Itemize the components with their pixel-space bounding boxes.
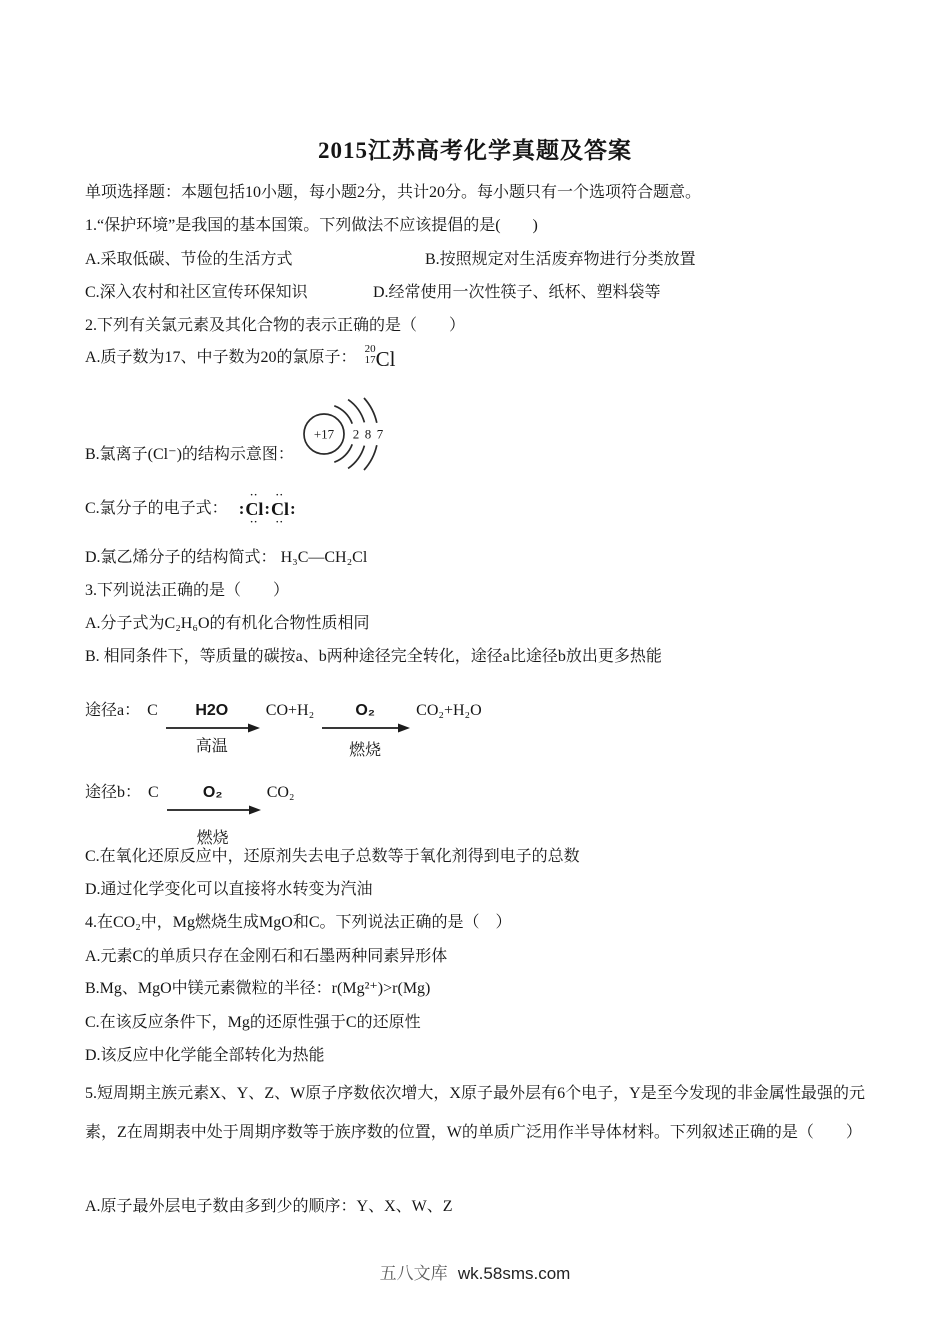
q1-stem: 1.“保护环境”是我国的基本国策。下列做法不应该提倡的是( ) bbox=[85, 217, 538, 234]
arrow2-condition-bottom: 燃烧 bbox=[349, 742, 382, 759]
pathway-b-label: 途径b： bbox=[85, 784, 142, 801]
pathway-b-arrow bbox=[165, 783, 261, 849]
section-instructions: 单项选择题：本题包括10小题，每小题2分，共计20分。每小题只有一个选项符合题意。 bbox=[85, 184, 702, 201]
q2-option-b bbox=[85, 396, 398, 472]
footer-library-name: 五八文库 bbox=[379, 1264, 448, 1283]
q3-stem: 3.下列说法正确的是（ ） bbox=[85, 582, 290, 599]
footer-site-url: wk.58sms.com bbox=[457, 1264, 571, 1283]
q1-options-row-cd bbox=[85, 282, 865, 304]
chlorine-lewis-structure bbox=[238, 492, 297, 527]
q5-option-a: A.原子最外层电子数由多到少的顺序：Y、X、W、Z bbox=[85, 1198, 453, 1215]
q4-option-c: C.在该反应条件下，Mg的还原性强于C的还原性 bbox=[85, 1014, 421, 1031]
footer bbox=[0, 1262, 950, 1286]
lewis-bond-dots: : bbox=[238, 498, 245, 518]
lewis-lone-pair: ∙∙ bbox=[276, 517, 285, 528]
lewis-lone-pair: ∙∙ bbox=[276, 490, 285, 501]
arrow-condition-top: O₂ bbox=[202, 784, 223, 801]
pathway-a-arrow1 bbox=[164, 701, 260, 757]
q1-option-c: C.深入农村和社区宣传环保知识 bbox=[85, 284, 308, 301]
lewis-cl-right bbox=[271, 492, 289, 527]
page-title: 2015江苏高考化学真题及答案 bbox=[318, 138, 632, 163]
isotope-proton-number: 17 bbox=[364, 354, 376, 366]
vinyl-chloride-formula: H₃C—CH₂Cl bbox=[280, 549, 368, 566]
pathway-a-intermediate: CO+H₂ bbox=[265, 702, 315, 719]
lewis-lone-pair: ∙∙ bbox=[250, 517, 259, 528]
right-arrow-icon bbox=[165, 803, 261, 815]
arrow-condition-bottom: 燃烧 bbox=[196, 830, 229, 847]
q2-option-d bbox=[85, 547, 367, 569]
q4-stem: 4.在CO₂中，Mg燃烧生成MgO和C。下列说法正确的是（ ） bbox=[85, 914, 512, 931]
q4-option-d: D.该反应中化学能全部转化为热能 bbox=[85, 1047, 325, 1064]
arrow2-condition-top: O₂ bbox=[355, 702, 375, 719]
q3-option-a: A.分子式为C₂H₆O的有机化合物性质相同 bbox=[85, 615, 370, 632]
lewis-cl-left bbox=[245, 492, 263, 527]
shell2-electron-count: 8 bbox=[364, 426, 372, 442]
q2-option-c bbox=[85, 492, 297, 527]
arrow1-condition-top: H2O bbox=[195, 702, 229, 719]
right-arrow-icon bbox=[164, 721, 260, 733]
q3-option-d: D.通过化学变化可以直接将水转变为汽油 bbox=[85, 881, 373, 898]
isotope-notation bbox=[365, 344, 396, 369]
q1-option-b: B.按照规定对生活废弃物进行分类放置 bbox=[425, 251, 696, 268]
pathway-a-reactant: C bbox=[147, 702, 158, 719]
q4-option-b: B.Mg、MgO中镁元素微粒的半径：r(Mg²⁺)>r(Mg) bbox=[85, 980, 431, 997]
arrow1-condition-bottom: 高温 bbox=[195, 738, 228, 755]
q3-option-b: B. 相同条件下，等质量的碳按a、b两种途径完全转化，途径a比途径b放出更多热能 bbox=[85, 648, 662, 665]
lewis-cl-symbol: Cl bbox=[245, 499, 264, 519]
pathway-a-product: CO₂+H₂O bbox=[416, 702, 482, 719]
shell1-electron-count: 2 bbox=[352, 426, 360, 442]
q1-option-d: D.经常使用一次性筷子、纸杯、塑料袋等 bbox=[373, 284, 661, 301]
pathway-b-reactant: C bbox=[148, 784, 159, 801]
lewis-bond-dots: : bbox=[264, 498, 271, 518]
pathway-b-product: CO₂ bbox=[266, 784, 295, 801]
chloride-ion-shell-diagram bbox=[298, 396, 398, 472]
nucleus-charge-label: +17 bbox=[313, 426, 335, 442]
q2-stem: 2.下列有关氯元素及其化合物的表示正确的是（ ） bbox=[85, 317, 466, 334]
shell3-electron-count: 7 bbox=[376, 426, 384, 442]
isotope-mass-number: 20 bbox=[364, 343, 376, 355]
q3-option-c: C.在氧化还原反应中，还原剂失去电子总数等于氧化剂得到电子的总数 bbox=[85, 848, 580, 865]
q2-option-a bbox=[85, 344, 395, 369]
q4-option-a: A.元素C的单质只存在金刚石和石墨两种同素异形体 bbox=[85, 948, 448, 965]
pathway-a-label: 途径a： bbox=[85, 702, 141, 719]
pathway-a-diagram bbox=[85, 701, 485, 761]
lewis-bond-dots: : bbox=[290, 498, 296, 518]
q1-option-a: A.采取低碳、节俭的生活方式 bbox=[85, 251, 293, 268]
q2-option-a-label: A.质子数为17、中子数为20的氯原子： bbox=[85, 349, 357, 366]
pathway-a-arrow2 bbox=[320, 701, 410, 761]
right-arrow-icon bbox=[320, 721, 410, 733]
lewis-lone-pair: ∙∙ bbox=[250, 490, 259, 501]
q1-options-row-ab bbox=[85, 249, 865, 271]
q5-stem: 5.短周期主族元素X、Y、Z、W原子序数依次增大，X原子最外层有6个电子，Y是至今发现的非金属性最强的元素，Z在周期表中处于周期序数等于族序数的位置，W的单质广泛用作半导体材料。下列叙述正确的是（ ） bbox=[85, 1085, 865, 1141]
pathway-b-diagram bbox=[85, 783, 298, 849]
lewis-cl-symbol: Cl bbox=[271, 499, 290, 519]
isotope-element-symbol: Cl bbox=[375, 347, 396, 371]
q2-option-b-label: B.氯离子(Cl⁻)的结构示意图： bbox=[85, 446, 294, 463]
q2-option-c-label: C.氯分子的电子式： bbox=[85, 500, 228, 517]
q2-option-d-label: D.氯乙烯分子的结构简式： bbox=[85, 549, 277, 566]
